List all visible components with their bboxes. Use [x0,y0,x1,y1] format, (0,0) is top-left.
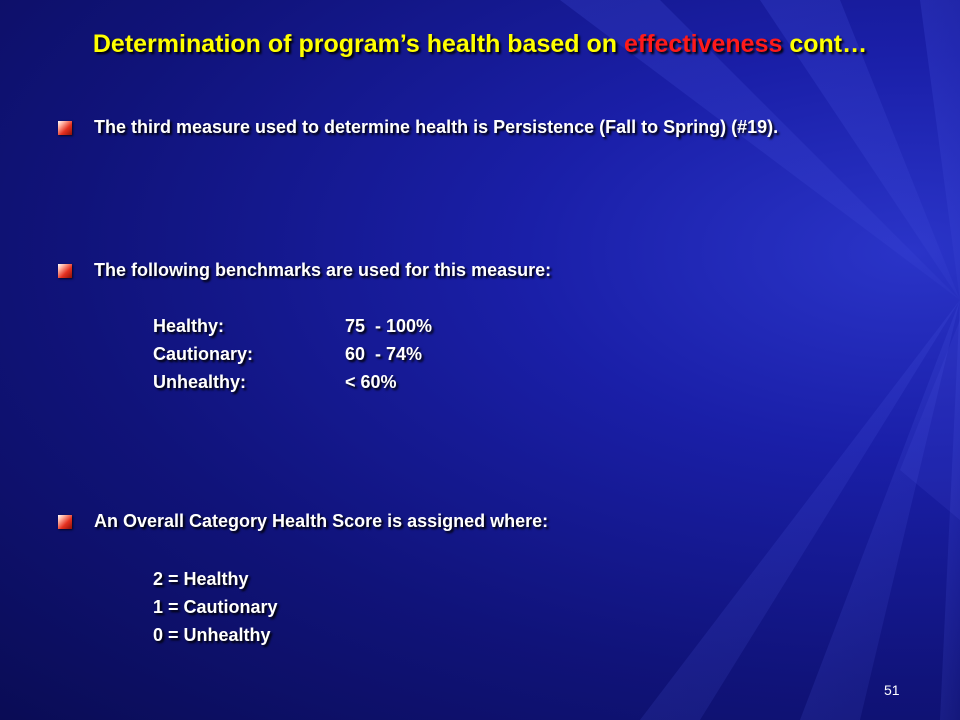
bullet-score-text: An Overall Category Health Score is assigned where: [94,511,549,531]
bullet-icon [58,264,72,278]
title-highlight: effectiveness [623,30,783,58]
bullet-benchmarks-text: The following benchmarks are used for this measure: [94,260,552,280]
bullet-icon [58,515,72,529]
bullet-icon [58,121,72,135]
slide-title [0,30,960,59]
bullet-persistence-text: The third measure used to determine health is Persistence (Fall to Spring) (#19). [94,117,779,137]
benchmark-value: 75 - 100% [345,316,433,336]
benchmark-row-healthy [153,316,432,337]
score-unhealthy: 0 = Unhealthy [153,625,271,645]
benchmark-label: Unhealthy: [153,372,247,392]
score-healthy: 2 = Healthy [153,569,249,589]
benchmark-label: Cautionary: [153,344,254,364]
benchmark-value: 60 - 74% [345,344,423,364]
title-suffix: cont… [782,30,868,58]
title-text: Determination of program’s health based on [92,30,624,58]
benchmark-label: Healthy: [153,316,225,336]
benchmark-row-cautionary [153,344,422,365]
benchmark-row-unhealthy [153,372,397,393]
page-number: 51 [884,682,900,698]
score-cautionary: 1 = Cautionary [153,597,278,617]
benchmark-value: < 60% [345,372,397,392]
